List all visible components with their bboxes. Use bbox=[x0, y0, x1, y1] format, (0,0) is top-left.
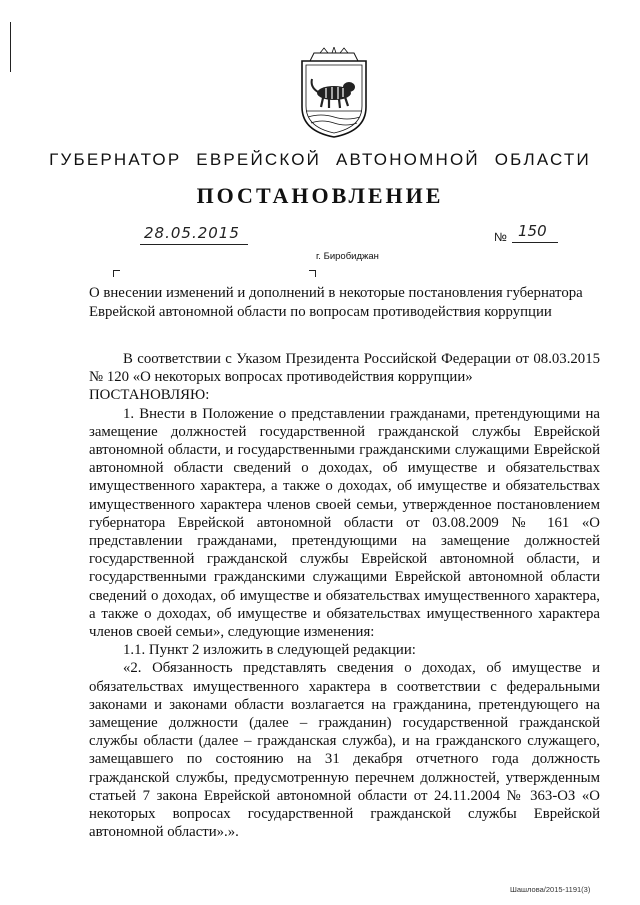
city-label: г. Биробиджан bbox=[316, 251, 379, 262]
margin-line bbox=[10, 22, 11, 72]
number-field bbox=[512, 224, 558, 243]
number-value: 150 bbox=[518, 222, 547, 240]
date-value: 28.05.2015 bbox=[144, 224, 240, 242]
subject-bracket-right bbox=[309, 270, 316, 277]
footer-code: Шашлова/2015-1191(3) bbox=[510, 885, 591, 894]
subject-line-2: Еврейской автономной области по вопросам противодействия коррупции bbox=[89, 304, 552, 320]
subject-line-1: О внесении изменений и дополнений в некоторые постановления губернатора bbox=[89, 285, 583, 301]
clause-1-paragraph: 1. Внести в Положение о представлении гражданами, претендующими на замещение должностей государственной гражданской службы Еврейской автономной области, и государственными гражданскими служащими Еврейской автономной области сведений о доходах, об имуществе и обязательствах имущественного характера, а также о доходах, об имуществе и обязательствах имущественного характера членов своей семьи, утвержденное постановлением губернатора Еврейской автономной области от 03.08.2009 № 161 «О представлении гражданами, претендующими на замещение должностей государственной гражданской службы Еврейской автономной области, и государственными гражданскими служащими Еврейской автономной области сведений о доходах, об имуществе и обязательствах имущественного характера, а также о доходах, об имуществе и обязательствах имущественного характера членов своей семьи», следующие изменения: bbox=[89, 405, 600, 641]
quoted-clause-2-paragraph: «2. Обязанность представлять сведения о доходах, об имуществе и обязательствах имущественного характера в соответствии с федеральными законами и законами области возлагается на гражданина, претендующего на замещение должности (далее – гражданин) государственной гражданской службы области (далее – гражданская служба), и на гражданского служащего, замещавшего по состоянию на 31 декабря отчетного года должность гражданской службы, предусмотренную перечнем должностей, утвержденным статьей 7 закона Еврейской автономной области от 24.11.2004 № 363-ОЗ «О некоторых вопросах государственной гражданской службы Еврейской автономной области».». bbox=[89, 660, 600, 841]
document-type-heading: ПОСТАНОВЛЕНИЕ bbox=[196, 183, 444, 208]
document-body bbox=[89, 350, 600, 841]
coat-of-arms-icon bbox=[296, 47, 372, 139]
preamble-paragraph: В соответствии с Указом Президента Российской Федерации от 08.03.2015 № 120 «О некоторых вопросах противодействия коррупции» bbox=[89, 351, 600, 386]
governor-title: ГУБЕРНАТОР ЕВРЕЙСКОЙ АВТОНОМНОЙ ОБЛАСТИ bbox=[49, 150, 591, 169]
number-label: № bbox=[494, 230, 507, 244]
subject-block bbox=[89, 284, 599, 322]
date-field bbox=[140, 226, 248, 245]
resolve-heading: ПОСТАНОВЛЯЮ: bbox=[89, 387, 210, 404]
subject-bracket-left bbox=[113, 270, 120, 277]
clause-1-1-paragraph: 1.1. Пункт 2 изложить в следующей редакции: bbox=[123, 642, 416, 659]
